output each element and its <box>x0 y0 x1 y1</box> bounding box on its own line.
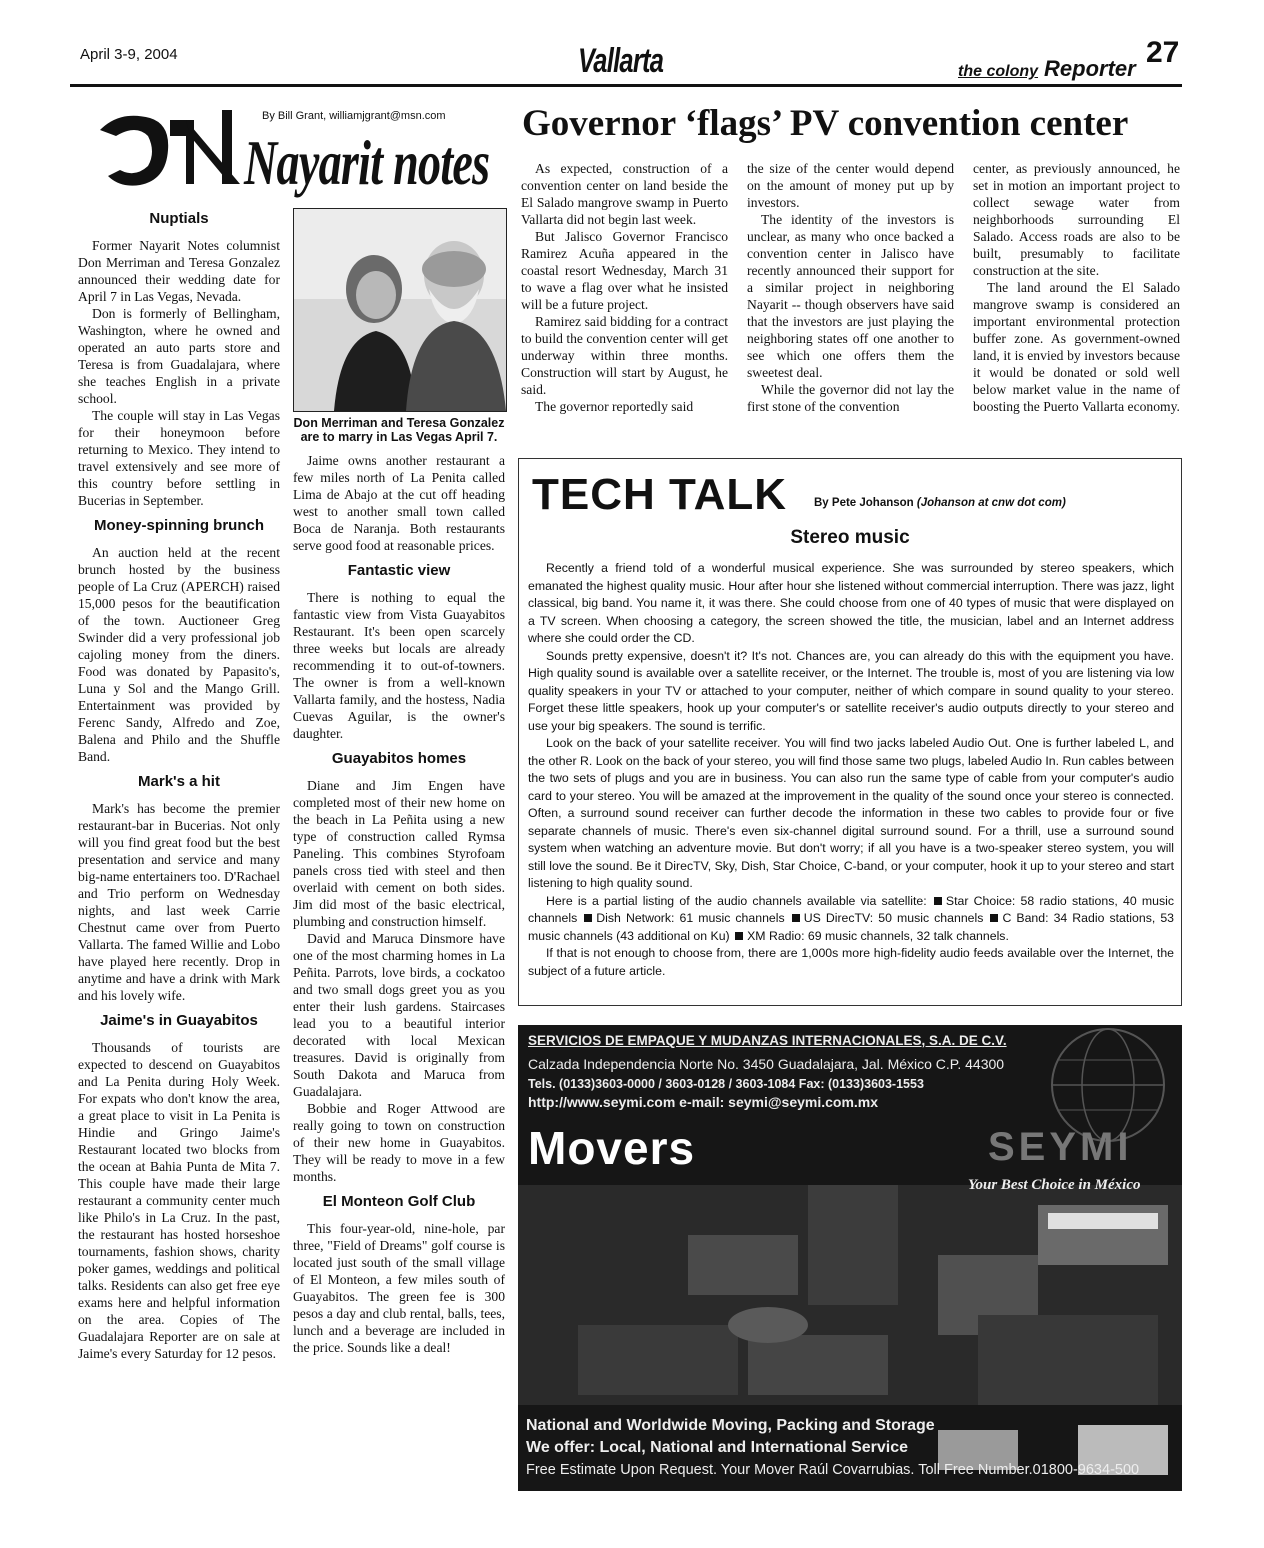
ad-footer-services: National and Worldwide Moving, Packing and Storage <box>526 1417 935 1434</box>
listing-item: US DirecTV: 50 music channels <box>803 911 984 925</box>
tech-talk-subtitle: Stereo music <box>790 527 910 548</box>
ad-brand: SEYMI <box>988 1125 1133 1169</box>
listing-item: Star Choice: 58 radio stations, 40 music channels <box>528 893 1174 925</box>
ad-company-name: SERVICIOS DE EMPAQUE Y MUDANZAS INTERNACIONALES, S.A. DE C.V. <box>528 1033 1007 1048</box>
tech-talk-byline <box>814 497 1066 509</box>
byline-contact: (Johanson at cnw dot com) <box>916 497 1066 509</box>
paragraph: The land around the El Salado mangrove swamp is considered an important environmental protection buffer zone. As government-owned land, it is envied by investors because it would be donated or sold well below market value in the name of boosting the Puerto Vallarta economy. <box>973 280 1180 414</box>
subhead-view: Fantastic view <box>347 562 451 579</box>
bullet-square-icon <box>584 914 592 922</box>
paragraph: Jaime owns another restaurant a few miles north of La Penita called Lima de Abajo at the cut off heading west to another small town called Boca de Naranja. Both restaurants serve good food at reasonable prices. <box>293 453 505 553</box>
nayarit-column-1 <box>78 202 280 1362</box>
ad-footer-contact: Free Estimate Upon Request. Your Mover Raúl Covarrubias. Toll Free Number.01800-9634-500 <box>526 1462 1140 1478</box>
paragraph: The couple will stay in Las Vegas for their honeymoon before returning to Mexico. They intend to travel extensively and see more of this country before settling in Bucerias in September. <box>78 408 280 508</box>
governor-headline: Governor ‘flags’ PV convention center <box>522 103 1129 144</box>
nayarit-column-2 <box>293 208 505 1356</box>
paragraph: This four-year-old, nine-hole, par three, "Field of Dreams" golf course is located just south of the small village of El Monteon, a few miles south of Guayabitos. The green fee is 300 pesos a day and club rental, balls, tees, lunch and a beverage are included in the price. Sounds like a deal! <box>293 1221 505 1355</box>
photo-caption: Don Merriman and Teresa Gonzalez are to marry in Las Vegas April 7. <box>293 416 505 444</box>
paragraph: If that is not enough to choose from, there are 1,000s more high-fidelity audio feeds available over the Internet, the subject of a future article. <box>528 946 1174 978</box>
paragraph: Mark's has become the premier restaurant-bar in Bucerias. Not only will you find great food but the best presentation and service and many big-name entertainers too. D'Rachael and Trio perform on Wednesday nights, and last week Carrie Chestnut came over from Puerto Vallarta. The famed Willie and Lobo have played here recently. Drop in anytime and have a drink with Mark and his lovely wife. <box>78 801 280 1003</box>
paragraph: Look on the back of your satellite receiver. You will find two jacks labeled Audio Out. One is further labeled L, and the other R. Look on the back of your stereo, you will find those same two plugs, labeled Audio In. Run cables between the two sets of plugs and you are in business. You can also run the same type of cable from your computer's audio card to your stereo. You will be amazed at the improvement in the quality of the sound once your stereo is connected. Often, a surround sound receiver can further decode the information in these two cables to provide four or five separate channels of music. There's even six-channel digital surround sound. For a thrill, use a surround sound system when watching an adventure movie. But don't worry; if all you have is a two-speaker stereo system, you will still love the sound. Be it DirecTV, Sky, Dish, Star Choice, C-band, or your computer, hook it up to your stereo and start listening to high quality sound. <box>528 736 1174 890</box>
listing-item: C Band: 34 Radio stations, 53 music channels (43 additional on Ku) <box>528 911 1175 943</box>
vallarta-logo: Vallarta <box>578 42 664 80</box>
paragraph: Recently a friend told of a wonderful musical experience. She was surrounded by stereo speakers, which emanated the highest quality music. Hour after hour she listened without commercial interruption. There was jazz, light classical, big band. You name it, it was there. She could choose from one of 40 types of music that were displayed on a TV screen. When choosing a category, the screen showed the title, the musician, label and an Internet address where she could order the CD. <box>528 561 1174 645</box>
issue-date: April 3-9, 2004 <box>80 46 178 63</box>
paragraph: Ramirez said bidding for a contract to build the convention center will get underway within three months. Construction will start by August, he said. <box>521 314 728 397</box>
listing-intro: Here is a partial listing of the audio channels available via satellite: <box>546 893 927 908</box>
ad-footer-offer: We offer: Local, National and International Service <box>526 1439 909 1456</box>
governor-column-3 <box>973 160 1180 415</box>
paragraph: David and Maruca Dinsmore have one of the most charming homes in La Peñita. Parrots, love birds, a cockatoo and two small dogs greet you as you enter their lush gardens. Staircases lead you to a beautiful interior decorated with local Mexican treasures. David is originally from South Dakota and Maruca from Guadalajara. <box>293 931 505 1099</box>
tech-talk-title: TECH TALK <box>532 470 788 519</box>
listing-item: XM Radio: 69 music channels, 32 talk channels. <box>747 928 1009 943</box>
governor-column-2 <box>747 160 954 415</box>
paragraph: Don is formerly of Bellingham, Washington, where he owned and operated an auto parts store and Teresa is from Guadalajara, where she teaches English in a private school. <box>78 306 280 406</box>
nayarit-title: Nayarit notes <box>244 127 490 198</box>
paragraph: Diane and Jim Engen have completed most of their new home on the beach in La Peñita using a new type of construction called Rymsa Paneling. This combines Styrofoam panels cross tied with steel and then overlaid with cement on both sides. Jim did most of the basic electrical, plumbing and construction himself. <box>293 778 505 929</box>
subhead-golf: El Monteon Golf Club <box>322 1193 476 1210</box>
paragraph: The governor reportedly said <box>535 399 694 414</box>
paragraph: As expected, construction of a convention center on land beside the El Salado mangrove swamp in Puerto Vallarta did not begin last week. <box>521 161 728 227</box>
subhead-marks: Mark's a hit <box>138 773 220 790</box>
bullet-square-icon <box>792 914 800 922</box>
paragraph: Former Nayarit Notes columnist Don Merriman and Teresa Gonzalez announced their wedding date for April 7 in Las Vegas, Nevada. <box>78 238 280 304</box>
nayarit-hand-logo-icon <box>90 100 250 200</box>
paragraph: While the governor did not lay the first stone of the convention <box>747 382 954 414</box>
ad-tagline: Your Best Choice in México <box>968 1177 1141 1193</box>
governor-column-1 <box>521 160 728 415</box>
ad-address: Calzada Independencia Norte No. 3450 Guadalajara, Jal. México C.P. 44300 <box>528 1056 1005 1072</box>
masthead-rule <box>70 84 1182 87</box>
ad-web-email: http://www.seymi.com e-mail: seymi@seymi.com.mx <box>528 1094 879 1110</box>
subhead-jaimes: Jaime's in Guayabitos <box>100 1012 258 1029</box>
paragraph: Thousands of tourists are expected to descend on Guayabitos and La Penita during Holy Week. For expats who don't know the area, a great place to visit in La Penita is Hindie and Gringo Jaime's Restaurant located two blocks from the ocean at Bahia Punta de Mita 7. This couple have made their large restaurant a community center much like Philo's in La Cruz. In the past, the restaurant has hosted horseshoe tournaments, fashion shows, charity poker games, weddings and political talks. Residents can also get free eye exams here and helpful information on the area. Copies of The Guadalajara Reporter are on sale at Jaime's every Saturday for 12 pesos. <box>78 1040 280 1361</box>
paragraph: There is nothing to equal the fantastic view from Vista Guayabitos Restaurant. It's been open scarcely three weeks but locals are already recommending it to out-of-towners. The owner is from a well-known Vallarta family, and the hostess, Nadia Cuevas Aguilar, is the owner's daughter. <box>293 590 505 741</box>
paragraph: But Jalisco Governor Francisco Ramirez Acuña appeared in the coastal resort Wednesday, March 31 to wave a flag over what he insisted will be a future project. <box>521 229 728 312</box>
bullet-square-icon <box>990 914 998 922</box>
ad-headline: Movers <box>528 1122 696 1174</box>
paragraph: Sounds pretty expensive, doesn't it? It's not. Chances are, you can already do this with the equipment you have. High quality sound is available over a satellite receiver, or the Internet. The trouble is, most of you are listening via low quality speakers in your TV or attached to your computer, neither of which compare in sound quality to your stereo. Forget these little speakers, hook up your computer's or satellite receiver's audio outputs directly to your stereo and use your big speakers. The sound is terrific. <box>528 648 1174 733</box>
paragraph: the size of the center would depend on the amount of money put up by investors. <box>747 161 954 210</box>
brand-prefix: the colony <box>958 63 1039 80</box>
byline-author: By Pete Johanson <box>814 497 914 509</box>
tech-talk-body <box>528 560 1174 980</box>
page-number: 27 <box>1146 36 1180 69</box>
bullet-square-icon <box>934 897 942 905</box>
couple-photo <box>293 208 507 412</box>
listing-item: Dish Network: 61 music channels <box>596 911 785 925</box>
paragraph: An auction held at the recent brunch hosted by the business people of La Cruz (APERCH) raised 15,000 pesos for the beautification of the town. Auctioneer Greg Swinder did a very professional job cajoling money from the diners. Food was donated by Papasito's, Luna y Sol and the Mango Grill. Entertainment was provided by Ferenc Sandy, Alfredo and Zoe, Balena and Philo and the Shuffle Band. <box>78 545 280 764</box>
subhead-brunch: Money-spinning brunch <box>94 517 264 534</box>
nayarit-byline: By Bill Grant, williamjgrant@msn.com <box>262 110 446 122</box>
channel-listing <box>528 893 1174 946</box>
paragraph: center, as previously announced, he set in motion an important project to collect sewage water from neighborhoods surrounding El Salado. Access roads are also to be built, presumably to facilitate construction at the site. <box>973 161 1180 278</box>
bullet-square-icon <box>735 932 743 940</box>
ad-phones: Tels. (0133)3603-0000 / 3603-0128 / 3603-1084 Fax: (0133)3603-1553 <box>528 1077 924 1091</box>
paragraph: The identity of the investors is unclear, as many who once backed a convention center in Jalisco have recently announced their support for a similar project in neighboring Nayarit -- though observers have said that the investors are just playing the neighboring states off one another to see which one offers them the sweetest deal. <box>747 212 954 380</box>
movers-advertisement <box>518 1025 1182 1491</box>
brand-name: Reporter <box>1044 56 1136 81</box>
subhead-homes: Guayabitos homes <box>331 750 467 767</box>
paragraph: Bobbie and Roger Attwood are really going to town on construction of their new home in Guayabitos. They will be ready to move in a few months. <box>293 1101 505 1184</box>
subhead-nuptials: Nuptials <box>149 210 209 227</box>
reporter-brand <box>958 56 1136 82</box>
